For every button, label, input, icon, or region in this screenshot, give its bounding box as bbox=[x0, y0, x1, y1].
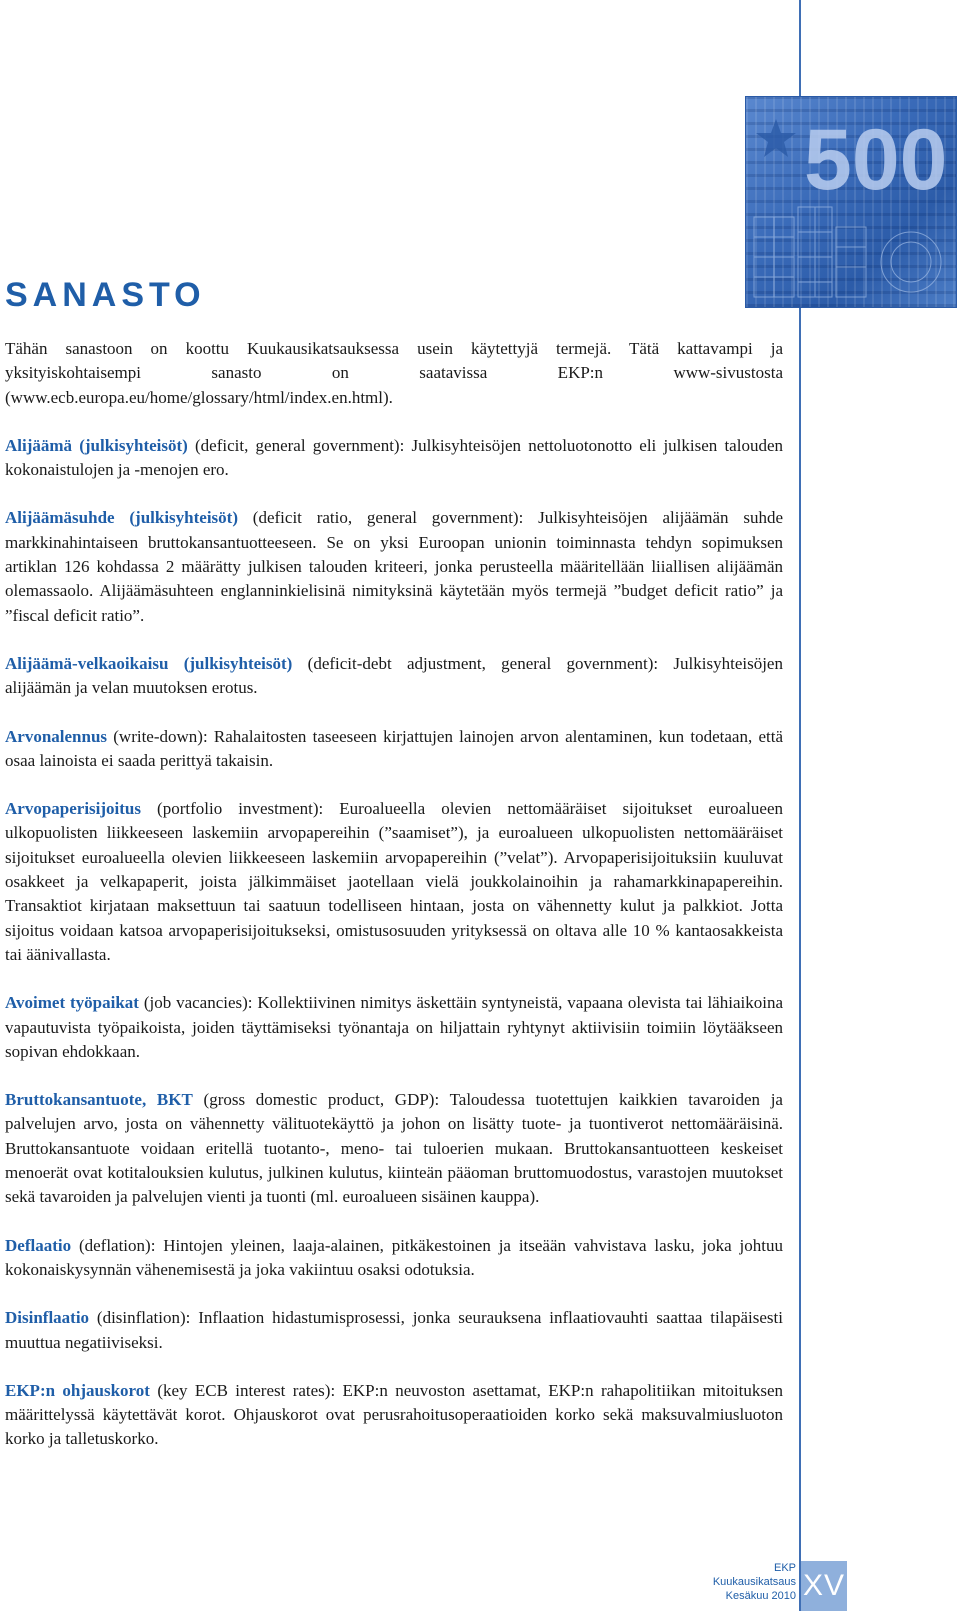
glossary-entry bbox=[5, 434, 783, 483]
banknote-graphic bbox=[746, 97, 956, 307]
glossary-definition: (disinflation): Inflaation hidastumisprosessi, jonka seurauksena inflaatiovauhti saattaa tilapäisesti muuttua negatiiviseksi. bbox=[5, 1308, 783, 1352]
glossary-entry bbox=[5, 991, 783, 1064]
page-title: SANASTO bbox=[5, 276, 206, 314]
banknote-image bbox=[745, 96, 957, 308]
banknote-number: 500 bbox=[804, 112, 948, 208]
intro-paragraph: Tähän sanastoon on koottu Kuukausikatsauksessa usein käytettyjä termejä. Tätä kattavampi ja yksityiskohtaisempi sanasto on saatavissa EKP:n www-sivustosta (www.ecb.europa.eu/home/glossary/html/index.en.html). bbox=[5, 339, 783, 407]
glossary-term: Alijäämä (julkisyhteisöt) bbox=[5, 435, 188, 455]
glossary-term: EKP:n ohjauskorot bbox=[5, 1380, 150, 1400]
glossary-term: Alijäämäsuhde (julkisyhteisöt) bbox=[5, 508, 238, 528]
glossary-entry bbox=[5, 1088, 783, 1209]
glossary-entry bbox=[5, 1306, 783, 1355]
glossary-term: Disinflaatio bbox=[5, 1308, 90, 1328]
glossary-entry bbox=[5, 506, 783, 627]
glossary-definition: (gross domestic product, GDP): Taloudessa tuotettujen kaikkien tavaroiden ja palvelujen arvo, josta on vähennetty välituotekäyttö ja johon on lisätty tuote- ja tuontiverot nettomääräisinä. Bruttokansantuote voidaan eritellä tuotanto-, meno- tai tuloerien mukaan. Bruttokansantuotteen keskeiset menoerät ovat kotitalouksien kulutus, julkinen kulutus, kiinteän pääoman bruttomuodostus, varastojen muutokset sekä tavaroiden ja palvelujen vienti ja tuonti (ml. euroalueen sisäinen kauppa). bbox=[5, 1090, 783, 1207]
glossary-definition: (job vacancies): Kollektiivinen nimitys äskettäin syntyneistä, vapaana olevista tai lähiaikoina vapautuvista työpaikoista, joiden täyttämiseksi työnantaja on hiljattain ryhtynyt aktiivisiin toimiin löytääkseen sopivan ehdokkaan. bbox=[5, 993, 783, 1061]
glossary-term: Avoimet työpaikat bbox=[5, 993, 139, 1013]
glossary-definition: (portfolio investment): Euroalueella olevien nettomääräiset sijoitukset euroalueen ulkopuolisten liikkeeseen laskemiin arvopapereihin (”saamiset”), ja euroalueen ulkopuolisten nettomääräiset sijoitukset euroalueella olevien liikkeeseen laskemiin arvopapereihin (”velat”). Arvopaperisijoituksiin kuuluvat osakkeet ja velkapaperit, joista jälkimmäiset jaotellaan vielä joukkolainoihin ja rahamarkkinapapereihin. Transaktiot kirjataan maksettuun tai saatuun todelliseen hintaan, josta on vähennetty kulut ja palkkiot. Jotta sijoitus voidaan katsoa arvopaperisijoitukseksi, omistusosuuden yrityksessä on oltava alle 10 % kantaosakkeista tai äänivallasta. bbox=[5, 799, 783, 964]
footer-issue-date: Kesäkuu 2010 bbox=[725, 1590, 796, 1602]
glossary-definition: (key ECB interest rates): EKP:n neuvoston asettamat, EKP:n rahapolitiikan mitoituksen määrittelyssä käytettävät korot. Ohjauskorot ovat perusrahoitusoperaatioiden korko sekä maksuvalmiusluoton korko ja talletuskorko. bbox=[5, 1380, 783, 1449]
glossary-entry bbox=[5, 652, 783, 701]
footer-publication bbox=[700, 1561, 796, 1603]
glossary-entry bbox=[5, 797, 783, 967]
footer-publication-name: Kuukausikatsaus bbox=[712, 1576, 796, 1588]
glossary-term: Arvopaperisijoitus bbox=[5, 799, 141, 819]
page-number: XV bbox=[801, 1561, 847, 1611]
glossary-definition: (deficit-debt adjustment, general government): Julkisyhteisöjen alijäämän ja velan muutoksen erotus. bbox=[5, 653, 783, 698]
glossary-definition: (deficit ratio, general government): Julkisyhteisöjen alijäämän suhde markkinahintaiseen bruttokansantuotteeseen. Se on yksi Euroopan unionin toiminnasta tehdyn sopimuksen artiklan 126 kohdassa 2 määrätty julkisen talouden kriteeri, jonka perusteella määritellään liiallisen alijäämän olemassaolo. Alijäämäsuhteen englanninkielisinä nimityksinä käytetään myös termejä ”budget deficit ratio” ja ”fiscal deficit ratio”. bbox=[5, 508, 783, 625]
glossary-entry bbox=[5, 1379, 783, 1452]
glossary-term: Alijäämä-velkaoikaisu (julkisyhteisöt) bbox=[5, 653, 293, 673]
glossary-entry bbox=[5, 1234, 783, 1283]
glossary-term: Arvonalennus bbox=[5, 726, 108, 746]
glossary-definition: (write-down): Rahalaitosten taseeseen kirjattujen lainojen arvon alentaminen, kun todetaan, että osaa lainoista ei saada perittyä takaisin. bbox=[5, 726, 783, 770]
footer-publisher: EKP bbox=[773, 1562, 796, 1574]
glossary-content bbox=[5, 337, 783, 1476]
glossary-definition: (deficit, general government): Julkisyhteisöjen nettoluotonotto eli julkisen talouden kokonaistulojen ja -menojen ero. bbox=[5, 435, 783, 480]
glossary-definition: (deflation): Hintojen yleinen, laaja-alainen, pitkäkestoinen ja itseään vahvistava lasku, joka johtuu kokonaiskysynnän vähenemisestä ja joka vakiintuu osaksi odotuksia. bbox=[5, 1235, 783, 1279]
glossary-term: Bruttokansantuote, BKT bbox=[5, 1090, 193, 1110]
glossary-entry bbox=[5, 725, 783, 774]
glossary-term: Deflaatio bbox=[5, 1235, 72, 1255]
